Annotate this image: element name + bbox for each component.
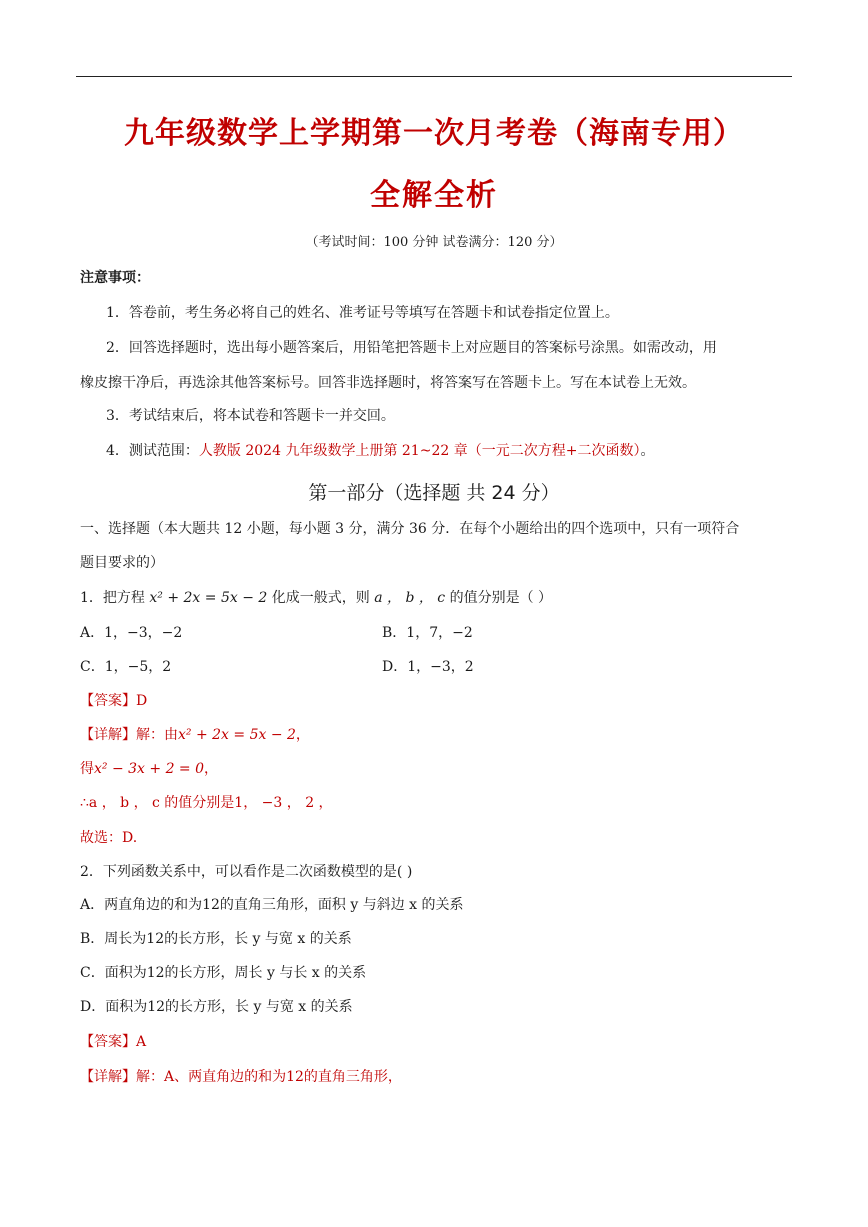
q1-stem [80, 587, 552, 607]
q1-stem-suffix: 的值分别是（ ） [449, 590, 553, 606]
q1-answer-label: 【答案】 [80, 693, 136, 709]
q1-detail-text-1: 解：由 [136, 727, 178, 743]
q2-detail-line-1 [80, 1066, 402, 1086]
part1-intro-a: 一、选择题（本大题共 12 小题，每小题 3 分，满分 36 分．在每个小题给出的四个选项中，只有一项符合 [80, 521, 740, 537]
q1-equation: x² + 2x = 5x − 2 [149, 590, 268, 606]
notice-heading: 注意事项： [80, 270, 150, 286]
q1-detail-text-2: 得 [80, 761, 94, 777]
q1-option-d: D．1，−3，2 [382, 659, 474, 675]
page-subtitle: 全解全析 [370, 178, 498, 213]
q1-detail-end-1: ， [295, 727, 310, 743]
part1-title: 第一部分（选择题 共 24 分） [308, 482, 560, 504]
notice-item-1: 1．答卷前，考生务必将自己的姓名、准考证号等填写在答题卡和试卷指定位置上。 [106, 305, 619, 321]
q1-vars: a ， b ， c [374, 590, 446, 606]
q1-detail-label: 【详解】 [80, 727, 136, 743]
page-title: 九年级数学上学期第一次月考卷（海南专用） [124, 116, 744, 151]
q1-answer [80, 690, 147, 710]
part1-intro-b: 题目要求的） [80, 555, 164, 571]
q1-detail-end-2: ， [204, 761, 219, 777]
q1-stem-prefix: 1．把方程 [80, 590, 145, 606]
q1-answer-value: D [136, 693, 148, 709]
q2-option-d: D．面积为12的长方形，长 y 与宽 x 的关系 [80, 999, 353, 1015]
exam-info: （考试时间：100 分钟 试卷满分：120 分） [305, 235, 563, 250]
q2-option-b: B．周长为12的长方形，长 y 与宽 x 的关系 [80, 931, 352, 947]
q2-detail-text-1: 解：A、两直角边的和为12的直角三角形， [136, 1069, 402, 1085]
q2-answer [80, 1031, 146, 1051]
q1-option-c: C．1，−5，2 [80, 659, 172, 675]
q2-detail-label: 【详解】 [80, 1069, 136, 1085]
q2-answer-value: A [136, 1034, 147, 1050]
q2-option-a: A．两直角边的和为12的直角三角形，面积 y 与斜边 x 的关系 [80, 897, 464, 913]
q1-detail-line-1 [80, 724, 310, 744]
q1-option-b: B．1，7，−2 [382, 625, 473, 641]
notice-item-4 [106, 440, 654, 460]
q1-detail-eq-1: x² + 2x = 5x − 2 [178, 727, 296, 743]
test-scope: 人教版 2024 九年级数学上册第 21~22 章（一元二次方程+二次函数） [198, 443, 641, 459]
q1-stem-mid: 化成一般式，则 [271, 590, 370, 606]
q1-detail-line-3: ∴a ， b ， c 的值分别是1， −3 ， 2 ， [80, 795, 333, 811]
q2-option-c: C．面积为12的长方形，周长 y 与长 x 的关系 [80, 965, 367, 981]
q1-detail-line-2 [80, 758, 218, 778]
notice-item-4-prefix: 4．测试范围： [106, 443, 199, 459]
notice-item-3: 3．考试结束后，将本试卷和答题卡一并交回。 [106, 408, 395, 424]
q1-detail-eq-2: x² − 3x + 2 = 0 [94, 761, 205, 777]
notice-item-4-suffix: 。 [640, 443, 655, 459]
header-rule [76, 76, 792, 77]
notice-item-2b: 橡皮擦干净后，再选涂其他答案标号。回答非选择题时，将答案写在答题卡上。写在本试卷上无效。 [80, 375, 696, 391]
q1-detail-line-4: 故选：D. [80, 830, 138, 846]
notice-item-2a: 2．回答选择题时，选出每小题答案后，用铅笔把答题卡上对应题目的答案标号涂黑。如需改动，用 [106, 340, 717, 356]
q2-answer-label: 【答案】 [80, 1034, 136, 1050]
q1-option-a: A．1，−3，−2 [80, 625, 183, 641]
q2-stem: 2．下列函数关系中，可以看作是二次函数模型的是( ) [80, 864, 413, 880]
